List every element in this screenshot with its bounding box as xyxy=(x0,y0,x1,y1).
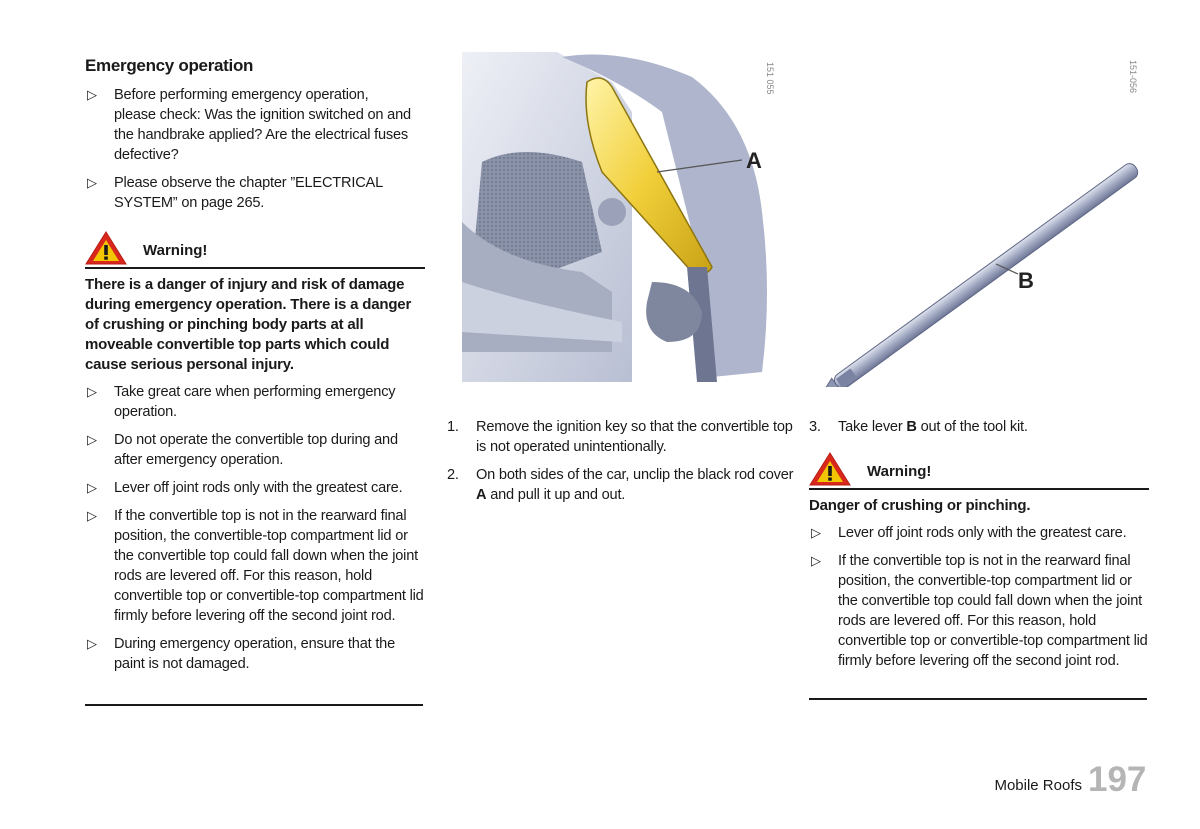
list-item: 1. Remove the ignition key so that the convertible top is not operated unintentionally. xyxy=(447,419,793,455)
footer-section-title: Mobile Roofs xyxy=(994,777,1082,794)
warning-header xyxy=(809,454,1149,490)
bullet-icon: ▷ xyxy=(87,636,97,651)
warning-label: Warning! xyxy=(143,242,208,259)
list-item: ▷ Lever off joint rods only with the greatest care. xyxy=(811,525,1127,541)
step-number: 1. xyxy=(447,419,459,435)
list-item: ▷ If the convertible top is not in the rearward final position, the convertible-top compartment lid or the convertible top could fall down when the joint rods are levered off. For this reason, hold convertible top or convertible-top compartment lid firmly before levering off the second joint rod. xyxy=(811,553,1148,669)
page-number: 197 xyxy=(1088,760,1147,799)
callout-b: B xyxy=(1018,268,1034,293)
step-list xyxy=(447,417,792,513)
bullet-icon: ▷ xyxy=(87,508,97,523)
convertible-top-rod-cover-illustration xyxy=(462,52,787,387)
list-item: ▷ Please observe the chapter ”ELECTRICAL SYSTEM” on page 265. xyxy=(87,175,383,211)
step-three xyxy=(809,417,1149,445)
list-item: 2. On both sides of the car, unclip the black rod cover A and pull it up and out. xyxy=(447,467,794,503)
warning-block xyxy=(85,233,425,375)
bullet-icon: ▷ xyxy=(87,87,97,102)
caution-list xyxy=(85,382,425,682)
bullet-icon: ▷ xyxy=(87,384,97,399)
callout-a: A xyxy=(746,148,762,173)
figure-code: 151-056 xyxy=(1128,60,1138,94)
warning-triangle-icon xyxy=(85,231,127,265)
list-item: ▷ Do not operate the convertible top during and after emergency operation. xyxy=(87,432,398,468)
tool-lever-illustration xyxy=(808,52,1148,387)
step-number: 3. xyxy=(809,419,821,435)
bullet-icon: ▷ xyxy=(811,553,821,568)
list-item: ▷ Lever off joint rods only with the greatest care. xyxy=(87,480,403,496)
part-label: A xyxy=(476,487,487,503)
warning-text: There is a danger of injury and risk of damage during emergency operation. There is a danger of crushing or pinching body parts at all moveable convertible top parts which could cause serious personal injury. xyxy=(85,276,412,373)
bullet-icon: ▷ xyxy=(87,432,97,447)
section-heading: Emergency operation xyxy=(85,56,254,75)
warning-header xyxy=(85,233,425,269)
bullet-icon: ▷ xyxy=(87,175,97,190)
list-item: ▷ During emergency operation, ensure that the paint is not damaged. xyxy=(87,636,396,672)
list-item: 3. Take lever B out of the tool kit. xyxy=(809,419,1028,435)
section-divider xyxy=(809,698,1147,700)
warning-text: Danger of crushing or pinching. xyxy=(809,497,1031,514)
warning-label: Warning! xyxy=(867,463,932,480)
list-item: ▷ Take great care when performing emergency operation. xyxy=(87,384,396,420)
caution-list xyxy=(809,523,1149,679)
list-item: ▷ If the convertible top is not in the rearward final position, the convertible-top compartment lid or the convertible top could fall down when the joint rods are levered off. For this reason, hold convertible top or convertible-top compartment lid firmly before levering off the second joint rod. xyxy=(87,508,424,624)
list-item: ▷ Before performing emergency operation, please check: Was the ignition switched on and the handbrake applied? Are the electrical fuses defective? xyxy=(87,87,411,163)
section-divider xyxy=(85,704,423,706)
figure-code: 151 055 xyxy=(765,62,775,95)
bullet-icon: ▷ xyxy=(87,480,97,495)
bullet-icon: ▷ xyxy=(811,525,821,540)
warning-triangle-icon xyxy=(809,452,851,486)
check-list xyxy=(85,85,425,221)
warning-block xyxy=(809,454,1149,516)
part-label: B xyxy=(906,419,917,435)
step-number: 2. xyxy=(447,467,459,483)
